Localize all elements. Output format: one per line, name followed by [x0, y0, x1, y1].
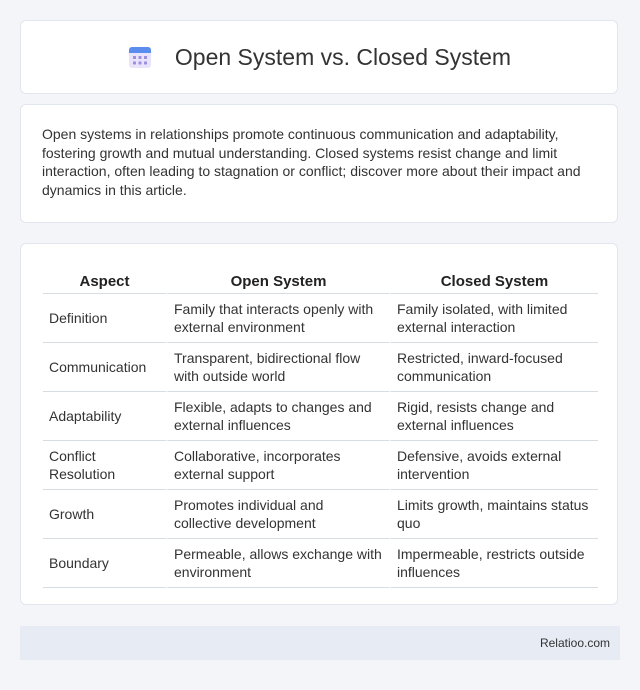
aspect-cell: Growth: [43, 490, 166, 539]
closed-system-cell: Limits growth, maintains status quo: [389, 490, 598, 539]
table-row: [43, 490, 598, 539]
open-system-cell: Collaborative, incorporates external support: [166, 441, 389, 490]
table-card: [20, 243, 618, 605]
closed-system-cell: Impermeable, restricts outside influences: [389, 539, 598, 588]
aspect-cell: Conflict Resolution: [43, 441, 166, 490]
aspect-cell: Boundary: [43, 539, 166, 588]
table-row: [43, 392, 598, 441]
open-system-cell: Flexible, adapts to changes and external influences: [166, 392, 389, 441]
footer: [20, 626, 620, 660]
aspect-cell: Adaptability: [43, 392, 166, 441]
aspect-cell: Communication: [43, 343, 166, 392]
table-row: [43, 294, 598, 343]
calendar-icon: [127, 44, 153, 70]
intro-text: Open systems in relationships promote continuous communication and adaptability, fostering growth and mutual understanding. Closed systems resist change and limit interaction, often leading to stagnation or conflict; discover more about their impact and dynamics in this article.: [42, 126, 581, 198]
aspect-cell: Definition: [43, 294, 166, 343]
table-row: [43, 539, 598, 588]
footer-brand: Relatioo.com: [539, 636, 610, 650]
page-title: Open System vs. Closed System: [174, 43, 512, 70]
header-closed-system: Closed System: [389, 265, 598, 294]
comparison-table: [43, 265, 598, 588]
closed-system-cell: Defensive, avoids external intervention: [389, 441, 598, 490]
closed-system-cell: Family isolated, with limited external interaction: [389, 294, 598, 343]
table-header-row: [43, 265, 598, 294]
open-system-cell: Family that interacts openly with external environment: [166, 294, 389, 343]
header-aspect: Aspect: [43, 265, 166, 294]
closed-system-cell: Rigid, resists change and external influences: [389, 392, 598, 441]
intro-card: [20, 104, 618, 223]
header-open-system: Open System: [166, 265, 389, 294]
title-card: [20, 20, 618, 94]
table-row: [43, 441, 598, 490]
open-system-cell: Transparent, bidirectional flow with outside world: [166, 343, 389, 392]
table-row: [43, 343, 598, 392]
open-system-cell: Permeable, allows exchange with environment: [166, 539, 389, 588]
closed-system-cell: Restricted, inward-focused communication: [389, 343, 598, 392]
open-system-cell: Promotes individual and collective development: [166, 490, 389, 539]
